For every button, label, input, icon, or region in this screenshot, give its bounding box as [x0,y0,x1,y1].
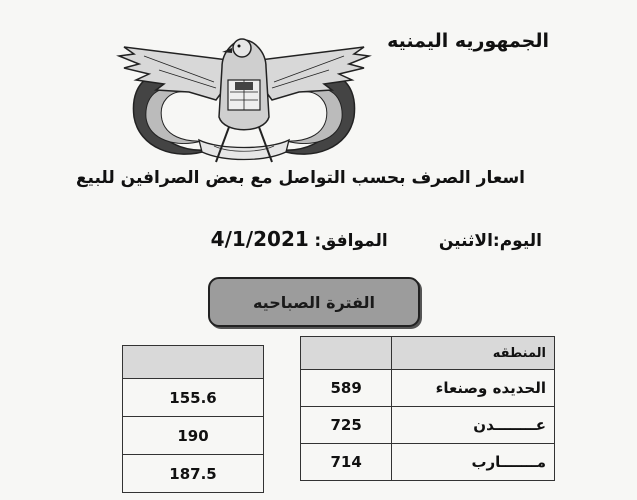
rate-cell: 190 [123,417,264,455]
national-emblem-icon [104,22,384,172]
header-cell [301,337,392,370]
agreed-label: الموافق: [314,231,388,251]
region-cell: الحديده وصنعاء [392,370,555,407]
table-row [123,455,264,493]
table-row [301,444,555,481]
republic-heading: الجمهوريه اليمنيه [387,30,549,52]
rate-cell: 714 [301,444,392,481]
region-rates-table [300,336,555,481]
table-row [301,370,555,407]
header-cell [123,346,264,379]
rate-cell: 187.5 [123,455,264,493]
region-header: المنطقه [392,337,555,370]
rate-cell: 725 [301,407,392,444]
date-value: 4/1/2021 [210,227,309,251]
region-cell: مـــــــارب [392,444,555,481]
day-label: اليوم:الاثنين [438,231,542,251]
rate-cell: 155.6 [123,379,264,417]
table-header-row [123,346,264,379]
second-rates-table [122,345,264,493]
table-row [123,379,264,417]
date-line [211,227,542,251]
table-row [301,407,555,444]
exchange-rate-headline: اسعار الصرف بحسب التواصل مع بعض الصرافين للبيع [75,168,525,188]
table-header-row [301,337,555,370]
rate-cell: 589 [301,370,392,407]
table-row [123,417,264,455]
period-badge: الفترة الصباحيه [208,277,420,327]
region-cell: عــــــــدن [392,407,555,444]
